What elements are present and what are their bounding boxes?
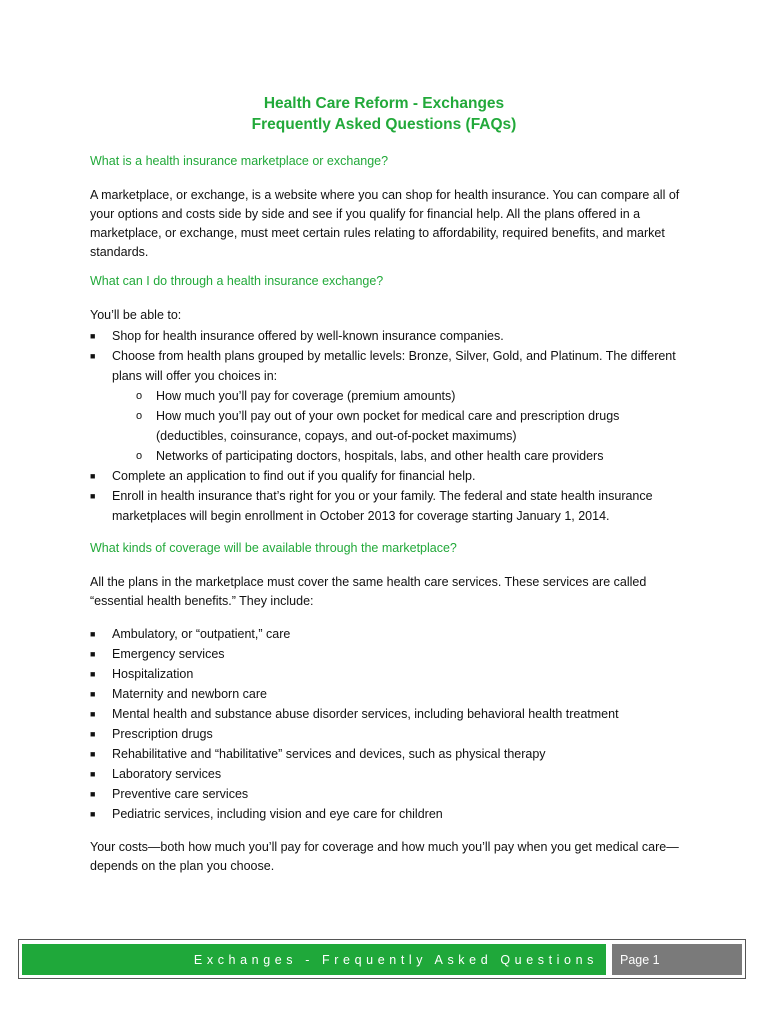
list-item: ■ Pediatric services, including vision and eye care for children [90,804,690,824]
list-intro: You’ll be able to: [90,308,182,322]
square-bullet-icon: ■ [90,669,96,679]
footer-text: Exchanges - Frequently Asked Questions [193,952,598,967]
square-bullet-icon: ■ [90,769,96,779]
square-bullet-icon: ■ [90,331,96,341]
square-bullet-icon: ■ [90,351,96,361]
page-number-box [612,944,742,975]
circle-bullet-icon: o [136,390,143,402]
title-line-2: Frequently Asked Questions (FAQs) [251,116,517,133]
list-item: ■ Laboratory services [90,764,690,784]
square-bullet-icon: ■ [90,689,96,699]
square-bullet-icon: ■ [90,789,96,799]
square-bullet-icon: ■ [90,629,96,639]
circle-bullet-icon: o [136,450,143,462]
square-bullet-icon: ■ [90,491,96,501]
list-item: ■ Maternity and newborn care [90,684,690,704]
square-bullet-icon: ■ [90,729,96,739]
sub-list-item: o Networks of participating doctors, hospitals, labs, and other health care providers [90,446,690,466]
sub-list-item: o How much you’ll pay out of your own pocket for medical care and prescription drugs (deductibles, coinsurance, copays, and out-of-pocket maximums) [90,406,690,446]
list-item: ■ Complete an application to find out if you qualify for financial help. [90,466,690,486]
square-bullet-icon: ■ [90,709,96,719]
benefits-list [90,624,690,824]
list-item: ■ Enroll in health insurance that’s right for you or your family. The federal and state health insurance marketplaces will begin enrollment in October 2013 for coverage starting January 1, 2014. [90,486,690,526]
list-item: ■ Preventive care services [90,784,690,804]
footer-banner [22,944,606,975]
title-line-1: Health Care Reform - Exchanges [263,95,505,112]
list-item: ■ Prescription drugs [90,724,690,744]
question-heading: What is a health insurance marketplace or exchange? [90,154,389,168]
square-bullet-icon: ■ [90,471,96,481]
list-item: ■ Choose from health plans grouped by metallic levels: Bronze, Silver, Gold, and Platinum. The different plans will offer you choices in: [90,346,690,386]
feature-list [90,326,690,526]
question-heading: What can I do through a health insurance exchange? [90,274,384,288]
sub-list-item: o How much you’ll pay for coverage (premium amounts) [90,386,690,406]
square-bullet-icon: ■ [90,809,96,819]
list-intro: All the plans in the marketplace must cover the same health care services. These services are called “essential health benefits.” They include: [90,575,647,608]
square-bullet-icon: ■ [90,649,96,659]
list-item: ■ Emergency services [90,644,690,664]
list-item: ■ Mental health and substance abuse disorder services, including behavioral health treatment [90,704,690,724]
document-title [0,93,768,135]
question-heading: What kinds of coverage will be available through the marketplace? [90,541,457,555]
list-item: ■ Shop for health insurance offered by well-known insurance companies. [90,326,690,346]
list-item: ■ Rehabilitative and “habilitative” services and devices, such as physical therapy [90,744,690,764]
closing-paragraph: Your costs—both how much you’ll pay for coverage and how much you’ll pay when you get medical care—depends on the plan you choose. [90,840,679,873]
circle-bullet-icon: o [136,410,143,422]
list-item: ■ Ambulatory, or “outpatient,” care [90,624,690,644]
list-item: ■ Hospitalization [90,664,690,684]
page-number: Page 1 [620,952,660,967]
answer-paragraph: A marketplace, or exchange, is a website where you can shop for health insurance. You can compare all of your options and costs side by side and see if you qualify for financial help. All the plans offered in a marketplace, or exchange, must meet certain rules relating to affordability, required benefits, and market standards. [90,188,680,259]
square-bullet-icon: ■ [90,749,96,759]
